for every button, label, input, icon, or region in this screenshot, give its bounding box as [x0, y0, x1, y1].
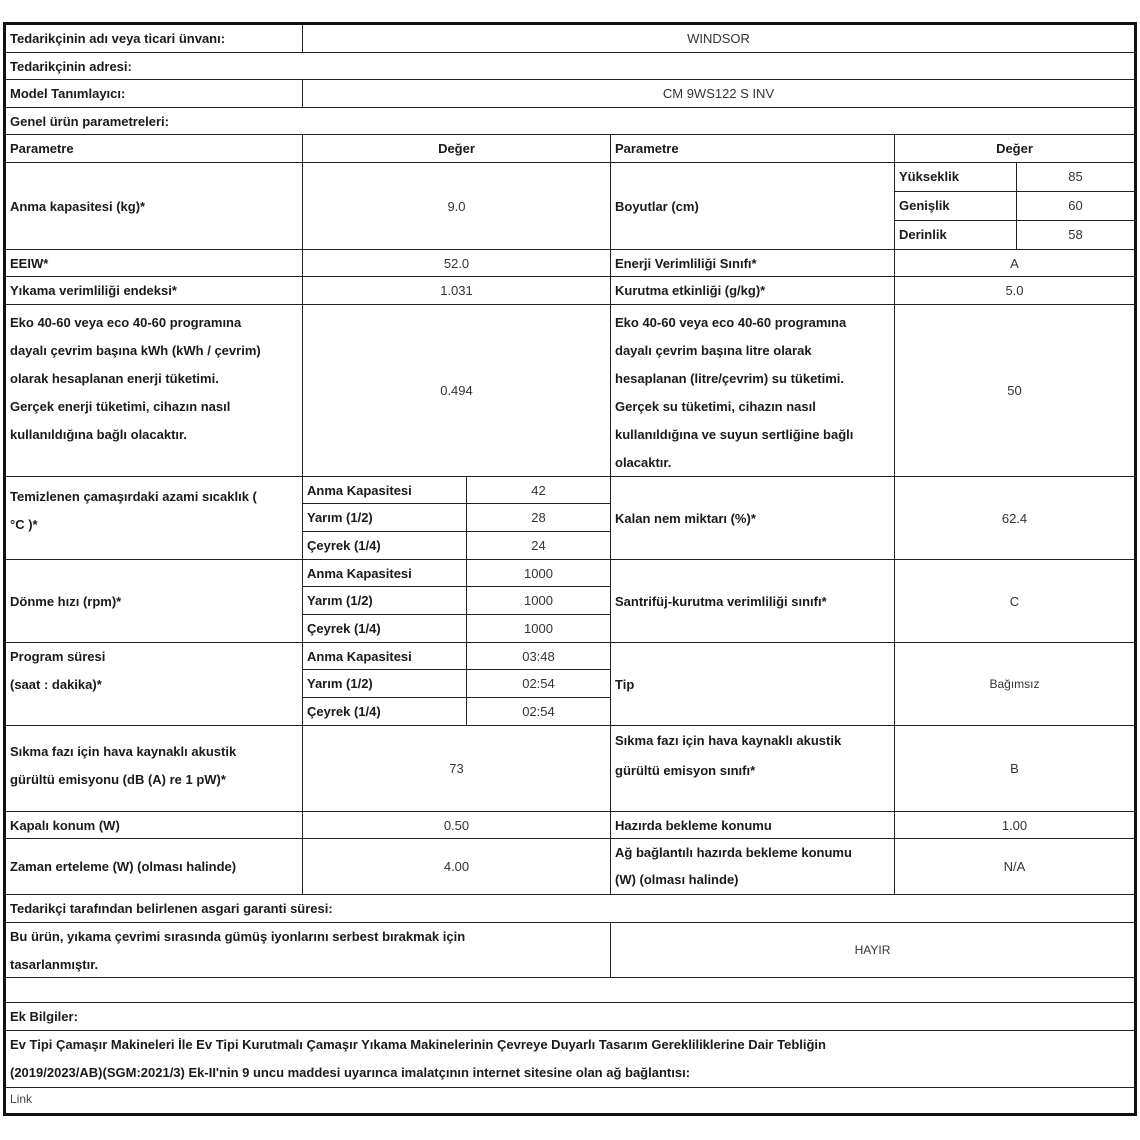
width-value: 60 — [1017, 192, 1134, 221]
energy-consumption-label: Eko 40-60 veya eco 40-60 programına dayalı çevrim başına kWh (kWh / çevrim) olarak hesaplanan enerji tüketimi. Gerçek enerji tüketimi, cihazın nasıl kullanıldığına bağlı olacaktır. — [6, 305, 303, 477]
spin-speed-label: Dönme hızı (rpm)* — [6, 560, 303, 643]
noise-label: Sıkma fazı için hava kaynaklı akustik gürültü emisyonu (dB (A) re 1 pW)* — [6, 726, 303, 812]
program-duration-half-label: Yarım (1/2) — [303, 670, 467, 698]
program-duration-half-value: 02:54 — [467, 670, 611, 698]
column-value-right: Değer — [895, 135, 1134, 163]
rinse-value: 5.0 — [895, 277, 1134, 305]
max-temp-half-value: 28 — [467, 504, 611, 532]
program-duration-quarter-label: Çeyrek (1/4) — [303, 698, 467, 726]
height-label: Yükseklik — [895, 163, 1017, 192]
silver-ion-label: Bu ürün, yıkama çevrimi sırasında gümüş iyonlarını serbest bırakmak için tasarlanmıştır. — [6, 923, 611, 978]
spin-class-label: Santrifüj-kurutma verimliliği sınıfı* — [611, 560, 895, 643]
model-value: CM 9WS122 S INV — [303, 80, 1134, 108]
moisture-label: Kalan nem miktarı (%)* — [611, 477, 895, 560]
type-value: Bağımsız — [895, 643, 1134, 726]
manufacturer-link[interactable]: Link — [10, 1092, 33, 1106]
network-standby-label: Ağ bağlantılı hazırda bekleme konumu (W) (olması halinde) — [611, 839, 895, 895]
spin-class-value: C — [895, 560, 1134, 643]
product-info-sheet — [3, 22, 1137, 1116]
max-temp-half-label: Yarım (1/2) — [303, 504, 467, 532]
max-temp-rated-label: Anma Kapasitesi — [303, 477, 467, 504]
program-duration-rated-value: 03:48 — [467, 643, 611, 670]
silver-ion-value: HAYIR — [611, 923, 1134, 978]
depth-label: Derinlik — [895, 221, 1017, 250]
max-temp-label: Temizlenen çamaşırdaki azami sıcaklık ( °C )* — [6, 477, 303, 560]
model-label: Model Tanımlayıcı: — [6, 80, 303, 108]
max-temp-rated-value: 42 — [467, 477, 611, 504]
eeiw-value: 52.0 — [303, 250, 611, 277]
noise-value: 73 — [303, 726, 611, 812]
general-params-label: Genel ürün parametreleri: — [6, 108, 1134, 135]
standby-label: Hazırda bekleme konumu — [611, 812, 895, 839]
energy-class-label: Enerji Verimliliği Sınıfı* — [611, 250, 895, 277]
supplier-label: Tedarikçinin adı veya ticari ünvanı: — [6, 25, 303, 53]
capacity-value: 9.0 — [303, 163, 611, 250]
spin-speed-rated-value: 1000 — [467, 560, 611, 587]
energy-consumption-value: 0.494 — [303, 305, 611, 477]
wash-index-value: 1.031 — [303, 277, 611, 305]
spin-speed-half-label: Yarım (1/2) — [303, 587, 467, 615]
water-consumption-value: 50 — [895, 305, 1134, 477]
column-value-left: Değer — [303, 135, 611, 163]
eeiw-label: EEIW* — [6, 250, 303, 277]
warranty-label: Tedarikçi tarafından belirlenen asgari garanti süresi: — [6, 895, 1134, 923]
supplier-value: WINDSOR — [303, 25, 1134, 53]
program-duration-quarter-value: 02:54 — [467, 698, 611, 726]
delay-start-label: Zaman erteleme (W) (olması halinde) — [6, 839, 303, 895]
delay-start-value: 4.00 — [303, 839, 611, 895]
program-duration-label: Program süresi (saat : dakika)* — [6, 643, 303, 726]
wash-index-label: Yıkama verimliliği endeksi* — [6, 277, 303, 305]
width-label: Genişlik — [895, 192, 1017, 221]
max-temp-quarter-label: Çeyrek (1/4) — [303, 532, 467, 560]
spin-speed-quarter-value: 1000 — [467, 615, 611, 643]
off-mode-value: 0.50 — [303, 812, 611, 839]
rinse-label: Kurutma etkinliği (g/kg)* — [611, 277, 895, 305]
max-temp-quarter-value: 24 — [467, 532, 611, 560]
spin-speed-rated-label: Anma Kapasitesi — [303, 560, 467, 587]
spin-speed-half-value: 1000 — [467, 587, 611, 615]
depth-value: 58 — [1017, 221, 1134, 250]
network-standby-value: N/A — [895, 839, 1134, 895]
type-label: Tip — [611, 643, 895, 726]
extra-info-label: Ek Bilgiler: — [6, 1003, 1134, 1031]
capacity-label: Anma kapasitesi (kg)* — [6, 163, 303, 250]
program-duration-rated-label: Anma Kapasitesi — [303, 643, 467, 670]
column-parameter-right: Parametre — [611, 135, 895, 163]
regulation-text: Ev Tipi Çamaşır Makineleri İle Ev Tipi Kurutmalı Çamaşır Yıkama Makinelerinin Çevreye Duyarlı Tasarım Gerekliliklerine Dair Tebliğin (2019/2023/AB)(SGM:2021/3) Ek-II'nin 9 uncu maddesi uyarınca imalatçının internet sitesine olan ağ bağlantısı: — [6, 1031, 1134, 1088]
moisture-value: 62.4 — [895, 477, 1134, 560]
off-mode-label: Kapalı konum (W) — [6, 812, 303, 839]
spin-speed-quarter-label: Çeyrek (1/4) — [303, 615, 467, 643]
height-value: 85 — [1017, 163, 1134, 192]
noise-class-label: Sıkma fazı için hava kaynaklı akustik gürültü emisyon sınıfı* — [611, 726, 895, 812]
energy-class-value: A — [895, 250, 1134, 277]
address-label: Tedarikçinin adresi: — [6, 53, 1134, 80]
dimensions-label: Boyutlar (cm) — [611, 163, 895, 250]
standby-value: 1.00 — [895, 812, 1134, 839]
noise-class-value: B — [895, 726, 1134, 812]
column-parameter-left: Parametre — [6, 135, 303, 163]
water-consumption-label: Eko 40-60 veya eco 40-60 programına dayalı çevrim başına litre olarak hesaplanan (litre/çevrim) su tüketimi. Gerçek su tüketimi, cihazın nasıl kullanıldığına ve suyun sertliğine bağlı olacaktır. — [611, 305, 895, 477]
blank-row — [6, 978, 1134, 1003]
